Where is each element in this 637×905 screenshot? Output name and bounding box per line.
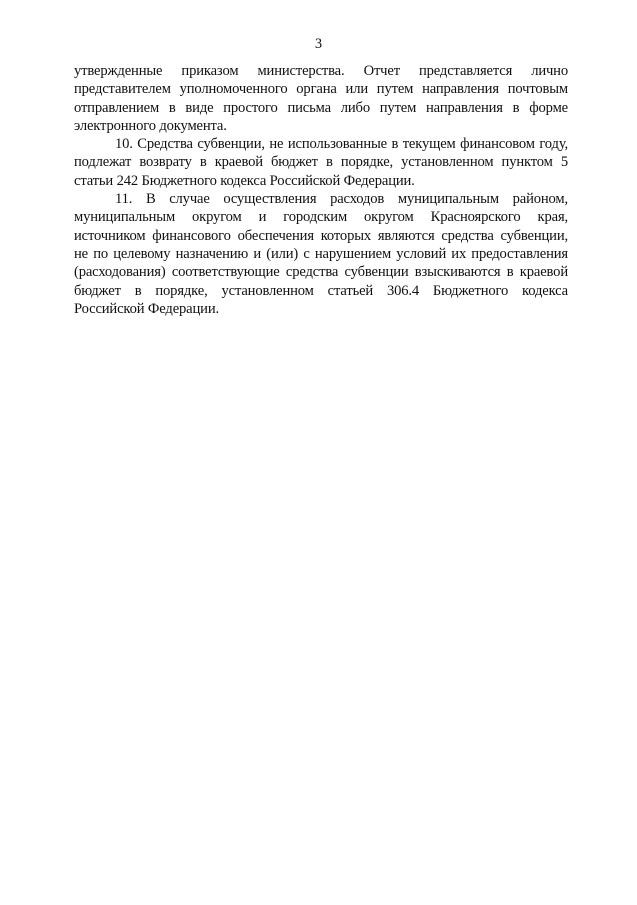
text-line: муниципальным округом и городским округом Красноярского края, xyxy=(74,209,568,226)
page-number: 3 xyxy=(314,36,323,52)
text-line: подлежат возврату в краевой бюджет в порядке, установленном пунктом 5 xyxy=(74,154,568,171)
document-body xyxy=(74,62,568,318)
text-line: бюджет в порядке, установленном статьей 306.4 Бюджетного кодекса xyxy=(74,282,568,299)
text-line: Российской Федерации. xyxy=(74,300,219,317)
text-line: не по целевому назначению и (или) с нарушением условий их предоставления xyxy=(74,245,568,262)
text-line: представителем уполномоченного органа или путем направления почтовым xyxy=(74,81,568,98)
paragraph-report-submission xyxy=(74,62,568,135)
text-line: электронного документа. xyxy=(74,117,227,134)
text-line: статьи 242 Бюджетного кодекса Российской Федерации. xyxy=(74,172,415,189)
text-line: утвержденные приказом министерства. Отчет представляется лично xyxy=(74,63,568,79)
text-line: источником финансового обеспечения которых являются средства субвенции, xyxy=(74,227,568,244)
text-line: 10. Средства субвенции, не использованные в текущем финансовом году, xyxy=(115,136,568,153)
text-line: 11. В случае осуществления расходов муниципальным районом, xyxy=(115,191,568,208)
paragraph-10 xyxy=(74,135,568,190)
paragraph-11 xyxy=(74,190,568,318)
text-line: отправлением в виде простого письма либо путем направления в форме xyxy=(74,99,568,116)
text-line: (расходования) соответствующие средства субвенции взыскиваются в краевой xyxy=(74,264,568,281)
